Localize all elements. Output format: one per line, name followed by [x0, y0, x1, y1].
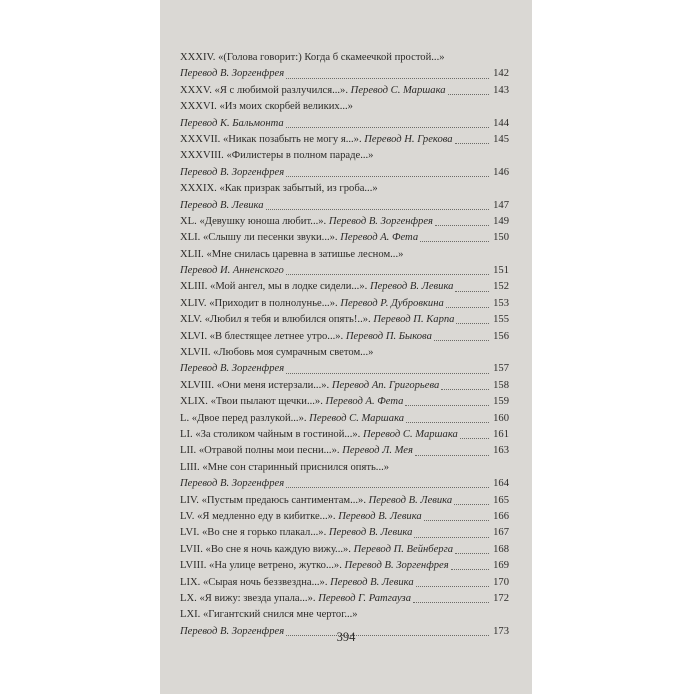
toc-entry [180, 493, 509, 509]
entry-translator: Перевод Ап. Григорьева [331, 379, 440, 391]
entry-number: LVIII. [180, 560, 207, 572]
dot-leader [415, 454, 489, 456]
entry-translator: Перевод В. Левика [328, 527, 413, 539]
toc-entry [180, 542, 509, 558]
table-of-contents [180, 50, 509, 640]
entry-translator: Перевод В. Левика [330, 576, 414, 588]
dot-leader [286, 372, 489, 374]
entry-page: 146 [493, 166, 509, 178]
entry-number: LII. [180, 445, 197, 457]
entry-page: 155 [493, 314, 509, 326]
entry-page: 158 [493, 379, 509, 391]
dot-leader [420, 240, 489, 242]
toc-entry [180, 509, 509, 525]
entry-number: LIX. [180, 576, 201, 588]
dot-leader [266, 208, 489, 210]
entry-number: XLVI. [180, 330, 207, 342]
entry-translator: Перевод Г. Ратгауза [318, 592, 411, 604]
dot-leader [441, 388, 489, 390]
entry-title: «Из моих скорбей великих...» [219, 101, 353, 113]
entry-page: 152 [493, 281, 509, 293]
entry-number: XLVII. [180, 347, 211, 359]
entry-page: 151 [493, 265, 509, 277]
entry-page: 143 [493, 84, 509, 96]
entry-page: 157 [493, 363, 509, 375]
entry-number: LX. [180, 592, 197, 604]
toc-entry [180, 230, 509, 246]
entry-page: 160 [493, 412, 509, 424]
entry-page: 166 [493, 510, 509, 522]
entry-number: XXXVII. [180, 133, 221, 145]
entry-page: 165 [493, 494, 509, 506]
entry-translator: Перевод В. Зоргенфрея [180, 478, 285, 490]
page-number: 394 [336, 630, 356, 644]
dot-leader [460, 437, 489, 439]
toc-entry [180, 247, 509, 280]
dot-leader [286, 175, 489, 177]
entry-title: «В блестящее летнее утро...». [209, 330, 344, 342]
entry-page: 168 [493, 543, 509, 555]
entry-translator: Перевод В. Зоргенфрея [180, 68, 285, 80]
toc-entry [180, 575, 509, 591]
dot-leader [456, 322, 489, 324]
entry-title: «Мне снилась царевна в затишье лесном...» [206, 248, 404, 260]
entry-page: 153 [493, 297, 509, 309]
dot-leader [286, 77, 489, 79]
toc-entry [180, 558, 509, 574]
dot-leader [286, 126, 489, 128]
entry-title: «Твои пылают щечки...». [210, 396, 323, 408]
dot-leader [435, 224, 489, 226]
entry-page: 167 [493, 527, 509, 539]
entry-number: XXXV. [180, 84, 212, 96]
entry-translator: Перевод А. Фета [325, 396, 404, 408]
entry-title: «Любовь моя сумрачным светом...» [213, 347, 374, 359]
entry-number: XLIV. [180, 297, 207, 309]
toc-entry [180, 411, 509, 427]
entry-number: LXI. [180, 609, 201, 621]
entry-translator: Перевод Р. Дубровкина [340, 297, 444, 309]
entry-number: XLVIII. [180, 379, 215, 391]
entry-title: «Во сне я ночь каждую вижу...». [205, 543, 351, 555]
entry-title: «Мой ангел, мы в лодке сидели...». [210, 281, 368, 293]
entry-title: «Они меня истерзали...». [216, 379, 330, 391]
entry-page: 172 [493, 592, 509, 604]
entry-title: «Девушку юноша любит...». [199, 215, 327, 227]
dot-leader [446, 306, 489, 308]
entry-title: «Никак позабыть не могу я...». [222, 133, 362, 145]
entry-title: «Приходит в полнолунье...». [209, 297, 338, 309]
entry-page: 150 [493, 232, 509, 244]
entry-number: LIV. [180, 494, 199, 506]
entry-translator: Перевод В. Зоргенфрея [180, 363, 285, 375]
entry-translator: Перевод В. Зоргенфрея [344, 560, 449, 572]
toc-entry [180, 329, 509, 345]
toc-entry [180, 83, 509, 99]
entry-number: XXXIX. [180, 183, 217, 195]
entry-title: «Я с любимой разлучился...». [214, 84, 349, 96]
entry-translator: Перевод К. Бальмонта [180, 117, 284, 129]
toc-entry [180, 296, 509, 312]
entry-page: 161 [493, 428, 509, 440]
entry-page: 159 [493, 396, 509, 408]
toc-entry [180, 394, 509, 410]
entry-page: 169 [493, 560, 509, 572]
entry-title: «На улице ветрено, жутко...». [209, 560, 342, 572]
toc-entry [180, 214, 509, 230]
dot-leader [286, 486, 489, 488]
dot-leader [448, 93, 489, 95]
toc-entry [180, 148, 509, 181]
entry-number: XXXVIII. [180, 150, 224, 162]
dot-leader [414, 536, 489, 538]
entry-title: «(Голова говорит:) Когда б скамеечкой простой...» [218, 52, 445, 63]
entry-translator: Перевод В. Левика [180, 199, 264, 211]
entry-translator: Перевод С. Маршака [309, 412, 405, 424]
entry-title: «Филистеры в полном параде...» [226, 150, 374, 162]
entry-number: XLV. [180, 314, 203, 326]
toc-entry [180, 378, 509, 394]
entry-title: «Я вижу: звезда упала...». [199, 592, 316, 604]
toc-entry [180, 427, 509, 443]
entry-page: 147 [493, 199, 509, 211]
entry-translator: Перевод П. Быкова [345, 330, 432, 342]
entry-title: «Слышу ли песенки звуки...». [202, 232, 338, 244]
entry-number: L. [180, 412, 190, 424]
dot-leader [286, 273, 489, 275]
entry-translator: Перевод В. Левика [369, 281, 454, 293]
entry-number: LI. [180, 428, 193, 440]
dot-leader [455, 290, 489, 292]
entry-number: XXXVI. [180, 101, 217, 113]
entry-translator: Перевод П. Карпа [373, 314, 455, 326]
entry-translator: Перевод В. Зоргенфрея [180, 625, 285, 637]
toc-entry [180, 181, 509, 214]
toc-entry [180, 345, 509, 378]
entry-number: LIII. [180, 461, 200, 473]
entry-page: 170 [493, 576, 509, 588]
entry-translator: Перевод В. Левика [338, 510, 422, 522]
entry-translator: Перевод В. Левика [368, 494, 453, 506]
entry-translator: Перевод И. Анненского [180, 265, 284, 277]
entry-title: «Любил я тебя и влюбился опять!..». [204, 314, 371, 326]
entry-title: «Мне сон старинный приснился опять...» [202, 461, 390, 473]
entry-page: 164 [493, 478, 509, 490]
entry-translator: Перевод В. Зоргенфрея [180, 166, 285, 178]
entry-title: «Отравой полны мои песни...». [198, 445, 340, 457]
entry-number: LVII. [180, 543, 203, 555]
entry-translator: Перевод Л. Мея [342, 445, 413, 457]
dot-leader [455, 552, 489, 554]
entry-number: LV. [180, 510, 195, 522]
dot-leader [424, 519, 489, 521]
toc-entry [180, 312, 509, 328]
entry-page: 173 [493, 625, 509, 637]
entry-translator: Перевод С. Маршака [350, 84, 446, 96]
toc-entry [180, 460, 509, 493]
toc-entry [180, 99, 509, 132]
entry-translator: Перевод П. Вейнберга [353, 543, 454, 555]
book-page [160, 0, 532, 694]
entry-number: XLIII. [180, 281, 208, 293]
entry-title: «Двое перед разлукой...». [191, 412, 307, 424]
entry-title: «Гигантский снился мне чертог...» [202, 609, 358, 621]
toc-entry [180, 443, 509, 459]
dot-leader [413, 601, 489, 603]
toc-entry [180, 132, 509, 148]
entry-page: 156 [493, 330, 509, 342]
entry-page: 144 [493, 117, 509, 129]
entry-title: «Во сне я горько плакал...». [201, 527, 327, 539]
entry-title: «Пустым предаюсь сантиментам...». [201, 494, 366, 506]
entry-title: «Как призрак забытый, из гроба...» [219, 183, 378, 195]
entry-number: LVI. [180, 527, 200, 539]
dot-leader [416, 585, 489, 587]
entry-translator: Перевод В. Зоргенфрея [328, 215, 433, 227]
entry-number: XLIX. [180, 396, 208, 408]
entry-translator: Перевод Н. Грекова [364, 133, 453, 145]
entry-page: 163 [493, 445, 509, 457]
dot-leader [451, 568, 489, 570]
entry-number: XL. [180, 215, 197, 227]
toc-entry [180, 591, 509, 607]
entry-title: «Сырая ночь беззвездна...». [202, 576, 328, 588]
entry-page: 145 [493, 133, 509, 145]
entry-number: XLI. [180, 232, 201, 244]
entry-page: 149 [493, 215, 509, 227]
dot-leader [406, 421, 489, 423]
toc-entry [180, 279, 509, 295]
entry-title: «За столиком чайным в гостиной...». [195, 428, 361, 440]
entry-number: XXXIV. [180, 52, 216, 63]
dot-leader [455, 142, 489, 144]
dot-leader [454, 503, 489, 505]
toc-entry [180, 50, 509, 83]
entry-number: XLII. [180, 248, 204, 260]
dot-leader [434, 339, 489, 341]
toc-entry [180, 525, 509, 541]
entry-title: «Я медленно еду в кибитке...». [197, 510, 336, 522]
entry-translator: Перевод С. Маршака [362, 428, 458, 440]
entry-page: 142 [493, 68, 509, 80]
entry-translator: Перевод А. Фета [340, 232, 419, 244]
dot-leader [405, 404, 489, 406]
